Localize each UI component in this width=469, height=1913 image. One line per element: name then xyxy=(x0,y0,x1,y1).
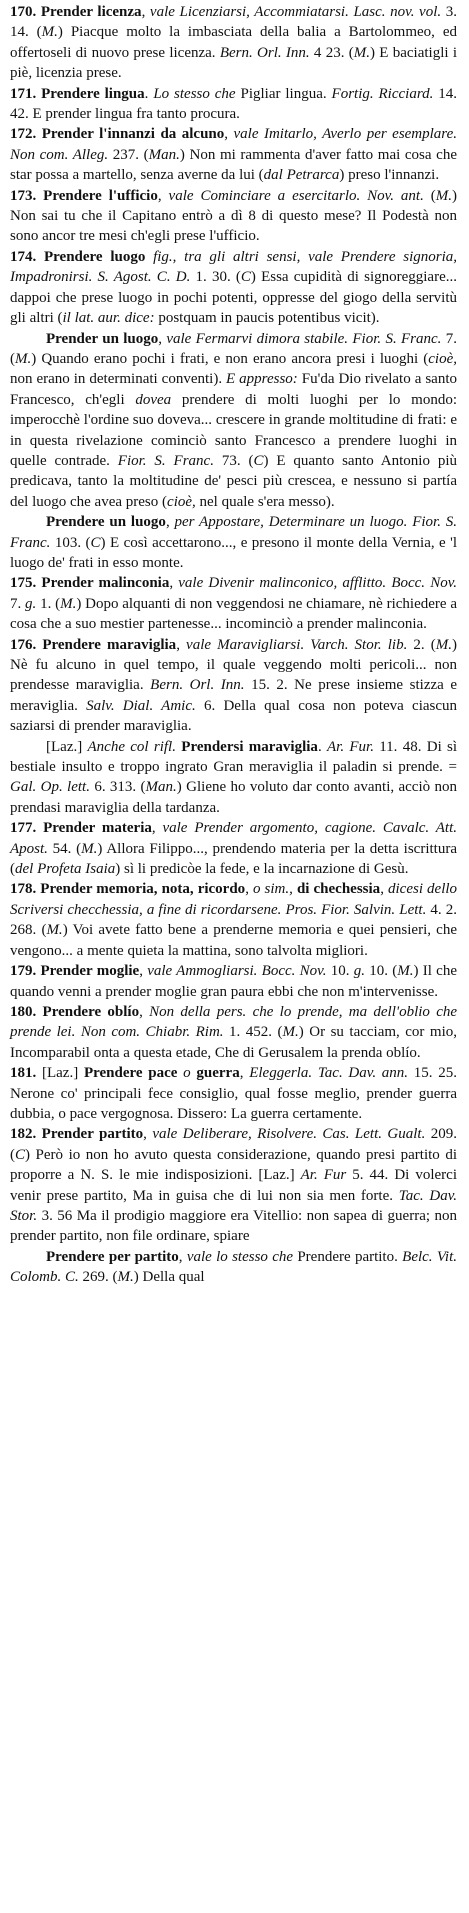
sub-entry xyxy=(10,329,457,513)
entry-text: 7. ( xyxy=(10,330,458,367)
dictionary-entry xyxy=(10,961,457,1002)
dictionary-entry xyxy=(10,635,457,737)
italic-text: o xyxy=(183,1065,191,1082)
entry-text: ) Dopo alquanti di non veggendosi ne chiamare, nè richiedere a cosa che a suo mestier partenesse... incominciò a prender malinconia. xyxy=(10,595,458,633)
headword: 170. Prender licenza xyxy=(10,4,142,20)
dictionary-entry xyxy=(10,879,457,961)
headword: di chechessia xyxy=(296,881,381,898)
italic-text: M. xyxy=(435,187,452,204)
entry-text: Fu'da Dio rivelato a santo Francesco, ch'egli xyxy=(10,371,457,408)
headword: 176. Prendere maraviglia xyxy=(10,636,177,653)
entry-text: , xyxy=(165,514,175,531)
headword: Prendere pace xyxy=(83,1065,178,1082)
italic-text: cioè, xyxy=(428,350,457,367)
italic-text: vale Divenir malinconico, afflitto. Bocc. Nov. xyxy=(178,575,457,592)
entry-text: . xyxy=(144,85,154,102)
entry-text: 5. 44. Di volerci venir prese partito, Ma in guisa che di lui non sia men forte. xyxy=(10,1167,457,1204)
italic-text: Fortig. Ricciard. xyxy=(331,85,434,102)
entry-text: prendere di molti luoghi per lo mondo: imperocchè l'ordine suo doveva... crescere in grande moltitudine di frati: e in questa rivelazione cominciò santo Francesco a prendere luoghi in quelle contrade. xyxy=(10,391,457,469)
entry-text: postquam in paucis potentibus vicit). xyxy=(154,310,380,327)
entry-text: ) preso l'innanzi. xyxy=(339,167,440,184)
entry-text: , xyxy=(157,187,169,204)
entry-text: ) E così accettarono..., e presono il monte della Vernia, e 'l luogo de' frati in esso monte. xyxy=(10,534,457,571)
sub-entry xyxy=(10,512,457,573)
entry-text: 15. 2. Ne prese insieme stizza e meraviglia. xyxy=(10,677,458,714)
dictionary-entry xyxy=(10,186,457,247)
italic-text: vale Ammogliarsi. Bocc. Nov. xyxy=(147,963,327,980)
entry-text: 10. xyxy=(326,963,354,980)
italic-text: Non della pers. che lo prende, ma dell'oblio che prende lei. Non com. Chiabr. Rim. xyxy=(10,1003,458,1041)
italic-text: C xyxy=(240,269,251,286)
italic-text: M. xyxy=(15,350,32,367)
entry-text: 2. ( xyxy=(407,636,436,653)
entry-text: ) E baciatigli i piè, licenzia prese. xyxy=(10,44,457,82)
italic-text: vale Deliberare, Risolvere. Cas. Lett. Gualt. xyxy=(152,1126,426,1143)
dictionary-entry xyxy=(10,1063,457,1124)
italic-text: C xyxy=(15,1146,26,1163)
italic-text: Bern. Orl. Inn. xyxy=(219,44,310,61)
entry-text: , xyxy=(139,963,148,980)
dictionary-entry xyxy=(10,1002,457,1063)
italic-text: dal Petrarca xyxy=(263,167,340,184)
italic-text: Ar. Fur. xyxy=(326,738,374,755)
headword: guerra xyxy=(196,1065,240,1082)
entry-text: , xyxy=(380,881,388,898)
italic-text: Man. xyxy=(145,779,177,796)
dictionary-entry xyxy=(10,573,457,634)
headword: 175. Prender malinconia xyxy=(10,575,170,592)
sub-entry xyxy=(10,737,457,819)
italic-text: Eleggerla. Tac. Dav. ann. xyxy=(249,1065,409,1082)
headword: 180. Prendere oblío xyxy=(10,1003,140,1020)
headword: 174. Prendere luogo xyxy=(10,248,146,265)
entry-text: 54. ( xyxy=(47,840,82,857)
entry-text: ) Nè fu alcuno in quel tempo, il quale veggendo molti pericoli... non prendesse maraviglia. xyxy=(10,636,458,694)
entry-text: 3. 56 Ma il prodigio maggiore era Vitellio: non sapea di guerra; non prender partito, non file ordinare, spiare xyxy=(10,1207,457,1245)
italic-text: dovea xyxy=(135,391,172,408)
entry-text: 7. xyxy=(10,595,26,612)
italic-text: M. xyxy=(117,1269,134,1286)
italic-text: fig., tra gli altri sensi, vale Prendere signoria, Impadronirsi. S. Agost. C. D. xyxy=(10,248,457,286)
italic-text: E appresso: xyxy=(226,371,298,388)
headword: Prender un luogo xyxy=(46,330,159,347)
entry-text: 1. 452. ( xyxy=(223,1024,283,1041)
entry-text: ) Non mi rammenta d'aver fatto mai cosa che star possa a martello, senza averne da lui ( xyxy=(10,146,457,184)
italic-text: vale lo stesso che xyxy=(186,1248,294,1265)
italic-text: vale Licenziarsi, Accommiatarsi. Lasc. nov. vol. xyxy=(149,4,442,20)
headword: 178. Prender memoria, nota, ricordo xyxy=(10,881,246,898)
entry-text: 4 23. ( xyxy=(309,44,354,61)
italic-text: M. xyxy=(81,840,98,857)
sub-entry xyxy=(10,1247,457,1288)
italic-text: M. xyxy=(353,44,370,61)
italic-text: Anche col rifl. xyxy=(87,738,176,755)
entry-text: ) Gliene ho voluto dar conto avanti, acciò non prendasi maraviglia della tardanza. xyxy=(10,779,457,816)
entry-text: , xyxy=(141,4,150,20)
entry-text: 4. 2. 268. ( xyxy=(10,901,457,939)
entry-text: 237. ( xyxy=(108,146,149,163)
entry-text: non erano in determinati conventi). xyxy=(10,371,227,388)
entry-text xyxy=(145,249,153,265)
italic-text: M. xyxy=(397,963,414,980)
entry-text: 1. ( xyxy=(36,595,61,612)
italic-text: Salv. Dial. Amic. xyxy=(86,697,196,714)
entry-text: 209. ( xyxy=(10,1126,458,1163)
entry-text: , xyxy=(224,126,234,143)
entry-text: ) Allora Filippo..., prendendo materia per la detta iscrittura ( xyxy=(10,840,457,878)
entry-text: ) Voi avete fatto bene a prenderne memoria e quei pensieri, che vengono... a mente quieta la mattina, sono talvolta migliori. xyxy=(10,922,457,959)
entry-text: , xyxy=(239,1065,250,1082)
entry-text: , xyxy=(245,881,253,898)
headword: 171. Prendere lingua xyxy=(10,85,145,102)
entry-text: , xyxy=(139,1003,150,1020)
headword: 173. Prendere l'ufficio xyxy=(10,187,158,204)
headword: 182. Prender partito xyxy=(10,1126,144,1143)
entry-text: 10. ( xyxy=(364,963,398,980)
dictionary-entry xyxy=(10,2,457,84)
italic-text: vale Fermarvi dimora stabile. Fior. S. Franc. xyxy=(166,330,442,347)
entry-text: 15. 25. Nerone co' principali fece consiglio, qual fosse meglio, prender guerra dubbia, o pace vergognosa. Dissero: La guerra certamente. xyxy=(10,1065,458,1122)
italic-text: Lo stesso che xyxy=(153,85,236,102)
dictionary-entry xyxy=(10,84,457,125)
italic-text: o sim., xyxy=(253,881,293,898)
italic-text: M. xyxy=(435,636,453,653)
entry-text: , xyxy=(176,636,187,653)
italic-text: Ar. Fur xyxy=(300,1167,347,1184)
italic-text: il lat. aur. dice: xyxy=(62,310,155,327)
headword: Prendersi maraviglia xyxy=(181,738,318,755)
entry-text: 269. ( xyxy=(78,1269,118,1286)
dictionary-entry xyxy=(10,818,457,879)
italic-text: M. xyxy=(46,922,63,939)
italic-text: Fior. S. Franc. xyxy=(117,452,214,469)
entry-text: 6. Della qual cosa non poteva ciascun saziarsi di prender maraviglia. xyxy=(10,697,458,735)
italic-text: C xyxy=(253,452,264,469)
italic-text: vale Cominciare a esercitarlo. Nov. ant. xyxy=(168,187,424,204)
headword: 179. Prender moglie xyxy=(10,963,140,980)
entry-text: ) E quanto santo Antonio più predicava, tanto la moltitudine de' pesci più crescea, e nessuno si partía del luogo che avea preso ( xyxy=(10,452,458,510)
italic-text: M. xyxy=(41,24,58,41)
headword: 181. xyxy=(10,1065,37,1082)
entry-text: ) Della qual xyxy=(133,1269,205,1286)
entry-text: 73. ( xyxy=(213,452,254,469)
entry-text: Prendere partito. xyxy=(293,1248,403,1265)
headword: Prendere per partito xyxy=(46,1248,179,1265)
entry-text: , xyxy=(151,820,163,837)
entry-text: 14. 42. E prender lingua fra tanto procura. xyxy=(10,85,458,123)
entry-text: ) sì li predicòe la fede, e la incarnazione di Gesù. xyxy=(115,861,409,878)
entry-text: Pigliar lingua. xyxy=(235,85,332,102)
dictionary-entry xyxy=(10,1124,457,1246)
italic-text: per Appostare, Determinare un luogo. Fior. S. Franc. xyxy=(10,514,458,551)
italic-text: Tac. Dav. Stor. xyxy=(10,1187,457,1224)
italic-text: Bern. Orl. Inn. xyxy=(150,677,245,694)
italic-text: del Profeta Isaia xyxy=(15,861,116,878)
italic-text: cioè, xyxy=(167,493,196,510)
entry-text: . xyxy=(317,738,327,755)
headword: 172. Prender l'innanzi da alcuno xyxy=(10,126,225,143)
italic-text: dicesi dello Scriversi checchessia, a fine di ricordarsene. Pros. Fior. Salvin. Lett. xyxy=(10,881,458,918)
entry-text: , xyxy=(158,330,167,347)
entry-text: ) Essa cupidità di signoreggiare... dappoi che prese luogo in pochi potenti, oppresse del giogo della servitù gli altri ( xyxy=(10,269,457,327)
entry-text: , xyxy=(169,575,179,592)
entry-text: 1. 30. ( xyxy=(190,269,241,286)
dictionary-entry xyxy=(10,124,457,185)
entry-text: ) Or su tacciam, cor mio, Incomparabil onta a questa etade, Che di Gerusalem la prenda oblío. xyxy=(10,1024,457,1061)
italic-text: Belc. Vit. Colomb. C. xyxy=(10,1248,457,1286)
entry-text: ) Non sai tu che il Capitano entrò a dì 8 di questo mese? Il Podestà non sono ancor tre mesi ch'egli prese l'ufficio. xyxy=(10,187,457,245)
entry-text: nel quale s'era messo). xyxy=(195,493,335,510)
entry-text: ) Quando erano pochi i frati, e non erano ancora presi i luoghi ( xyxy=(31,350,429,367)
italic-text: Man. xyxy=(148,146,180,163)
italic-text: M. xyxy=(282,1024,299,1041)
entry-text: 103. ( xyxy=(50,534,91,551)
entry-text: ( xyxy=(423,187,436,204)
entry-text: [Laz.] xyxy=(46,738,88,755)
entry-text: ) Però io non ho avuto questa considerazione, quando presi partito di proporre a N. S. le mie indisposizioni. [Laz.] xyxy=(10,1146,457,1184)
italic-text: M. xyxy=(60,595,77,612)
entry-text: 11. 48. Di sì bestiale insulto e troppo ingrato Gran meraviglia il paladin si prende. = xyxy=(10,738,458,776)
italic-text: vale Imitarlo, Averlo per esemplare. Non com. Alleg. xyxy=(10,126,457,163)
entry-text: , xyxy=(143,1126,153,1143)
italic-text: vale Maravigliarsi. Varch. Stor. lib. xyxy=(186,636,408,653)
entry-text: 6. 313. ( xyxy=(89,779,146,796)
italic-text: vale Prender argomento, cagione. Cavalc. Att. Apost. xyxy=(10,820,457,857)
headword: Prendere un luogo xyxy=(46,514,166,531)
italic-text: Gal. Op. lett. xyxy=(10,779,90,796)
entry-text: ) Piacque molto la imbasciata della balia a Bartolommeo, ed offertoseli di nuovo prese licenza. xyxy=(10,24,458,61)
italic-text: g. xyxy=(25,595,37,612)
entry-text: , xyxy=(178,1248,187,1265)
italic-text: g. xyxy=(353,963,365,980)
italic-text: C xyxy=(90,534,101,551)
entry-text: ) Il che quando venni a prender moglie gran paura ebbi che non m'intervenisse. xyxy=(10,963,457,1000)
dictionary-entry xyxy=(10,247,457,329)
entry-text: [Laz.] xyxy=(36,1065,84,1082)
headword: 177. Prender materia xyxy=(10,820,152,837)
entry-text: 3. 14. ( xyxy=(10,4,457,41)
